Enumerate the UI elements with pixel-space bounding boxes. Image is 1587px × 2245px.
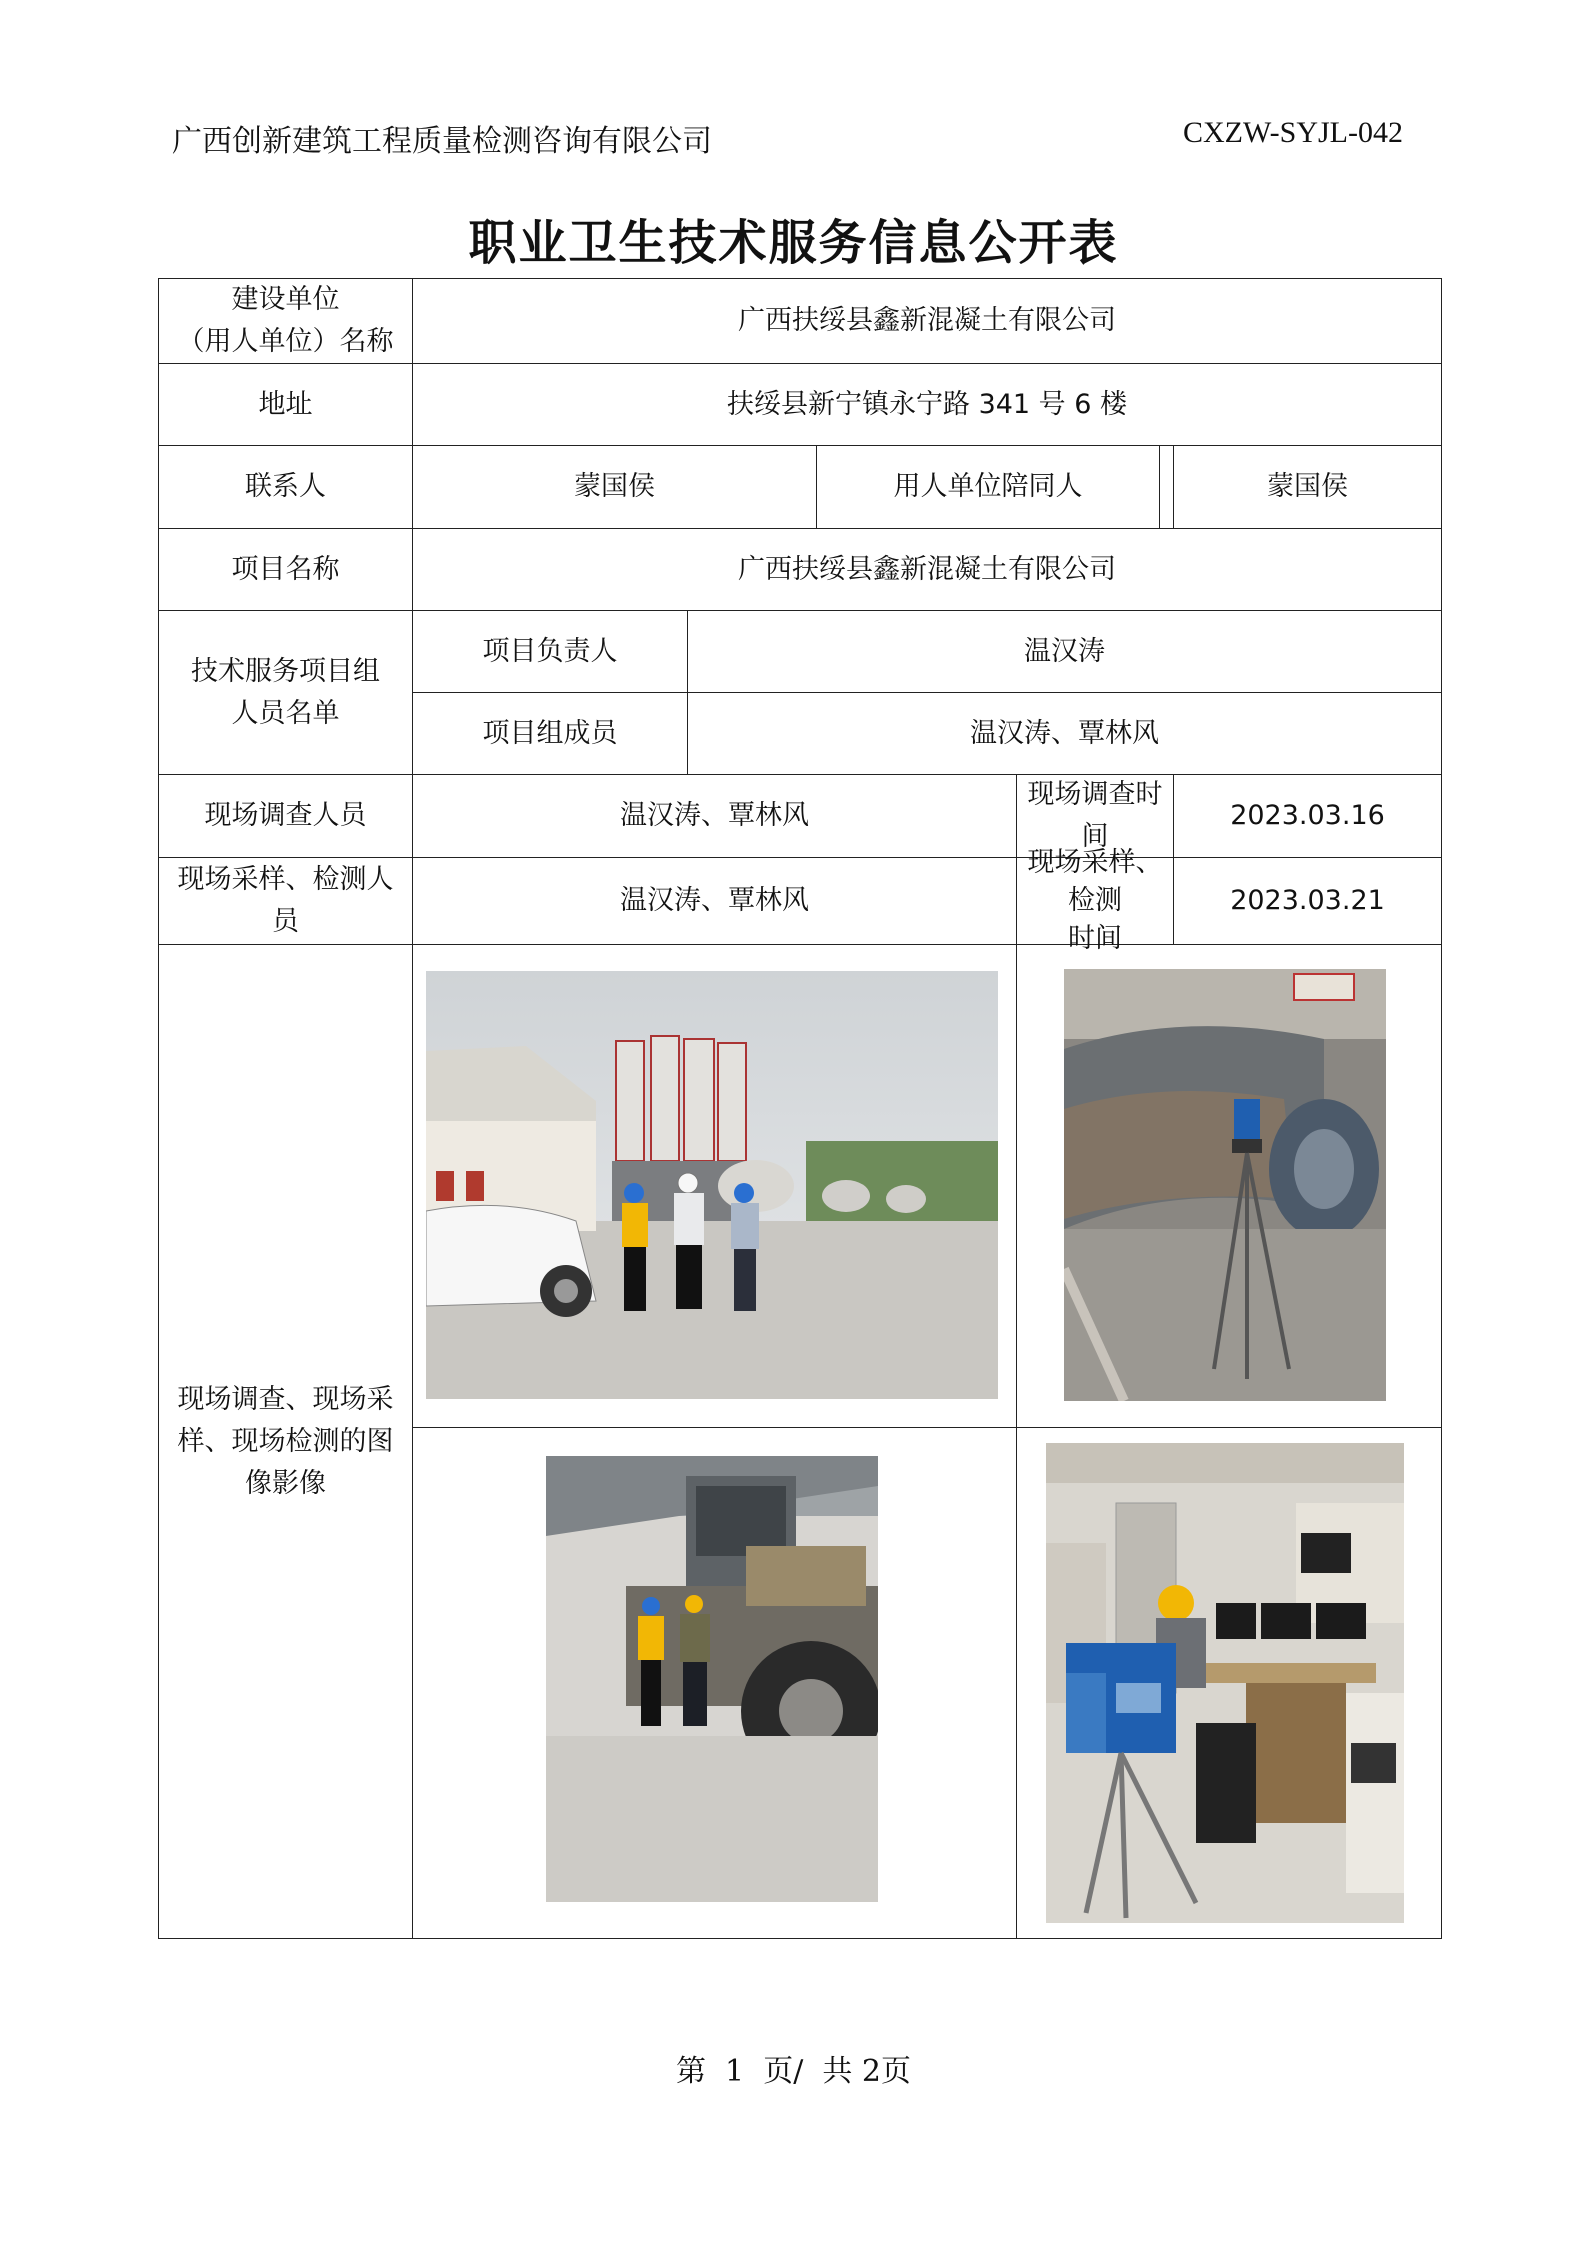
row-leader bbox=[159, 611, 1442, 693]
employer-value: 广西扶绥县鑫新混凝土有限公司 bbox=[413, 279, 1442, 364]
survey-staff-text: 温汉涛、覃林风 bbox=[620, 800, 809, 831]
images-label-line2: 样、现场检测的图 bbox=[177, 1425, 394, 1457]
photo-site-group bbox=[426, 971, 998, 1399]
team-label-line2: 人员名单 bbox=[231, 697, 340, 729]
project-label: 项目名称 bbox=[159, 529, 413, 611]
project-value: 广西扶绥县鑫新混凝土有限公司 bbox=[413, 529, 1442, 611]
row-survey bbox=[159, 775, 1442, 858]
address-value: 扶绥县新宁镇永宁路 341 号 6 楼 bbox=[413, 364, 1442, 446]
members-value: 温汉涛、覃林风 bbox=[688, 693, 1442, 775]
info-table bbox=[158, 278, 1442, 1939]
sampling-staff-label-line2: 员 bbox=[272, 906, 299, 937]
photo-loader-image bbox=[546, 1456, 878, 1902]
team-label bbox=[159, 611, 413, 775]
survey-time-label: 现场调查时间 bbox=[1016, 775, 1173, 857]
images-label-line1: 现场调查、现场采 bbox=[177, 1383, 394, 1415]
address-label: 地址 bbox=[159, 364, 413, 446]
employer-label bbox=[159, 279, 413, 364]
sampling-time-label-line2: 时间 bbox=[1068, 923, 1122, 954]
photo-site-group-image bbox=[426, 971, 998, 1399]
leader-label: 项目负责人 bbox=[413, 611, 688, 693]
sampling-time-label-line1: 现场采样、检测 bbox=[1027, 847, 1163, 916]
page-title: 职业卫生技术服务信息公开表 bbox=[468, 215, 1119, 271]
contact-value: 蒙国侯 bbox=[413, 446, 817, 529]
leader-value: 温汉涛 bbox=[688, 611, 1442, 693]
members-label: 项目组成员 bbox=[413, 693, 688, 775]
contact-label: 联系人 bbox=[159, 446, 413, 529]
images-area bbox=[413, 945, 1442, 1939]
row-project bbox=[159, 529, 1442, 611]
row-images bbox=[159, 945, 1442, 1939]
photo-sampling-device bbox=[1064, 969, 1386, 1401]
images-label-line3: 像影像 bbox=[245, 1467, 326, 1499]
row-contact bbox=[159, 446, 1442, 529]
sampling-time-label bbox=[1016, 847, 1173, 954]
survey-staff-label: 现场调查人员 bbox=[159, 775, 413, 858]
images-label bbox=[159, 945, 413, 1939]
sampling-time-value: 2023.03.21 bbox=[1174, 858, 1442, 945]
sampling-staff-label-line1: 现场采样、检测人 bbox=[177, 864, 394, 895]
row-address bbox=[159, 364, 1442, 446]
escort-label-text: 用人单位陪同人 bbox=[817, 446, 1160, 528]
document-code: CXZW-SYJL-042 bbox=[1183, 116, 1403, 149]
images-grid bbox=[413, 945, 1442, 1939]
employer-label-line1: 建设单位 bbox=[231, 284, 340, 315]
photo-control-room-image bbox=[1046, 1443, 1404, 1923]
images-vertical-divider bbox=[1016, 945, 1017, 1939]
team-label-line1: 技术服务项目组 bbox=[191, 655, 380, 687]
survey-time-value: 2023.03.16 bbox=[1174, 775, 1442, 858]
page-footer: 第 1 页/ 共 2页 bbox=[675, 2054, 912, 2089]
company-name: 广西创新建筑工程质量检测咨询有限公司 bbox=[172, 124, 712, 159]
images-horizontal-divider bbox=[413, 1427, 1442, 1428]
row-sampling bbox=[159, 858, 1442, 945]
photo-sampling-device-image bbox=[1064, 969, 1386, 1401]
escort-value: 蒙国侯 bbox=[1174, 446, 1442, 529]
photo-control-room bbox=[1046, 1443, 1404, 1923]
employer-label-line2: （用人单位）名称 bbox=[177, 326, 394, 357]
sampling-staff-value bbox=[413, 847, 1174, 954]
escort-label bbox=[817, 446, 1174, 529]
row-employer bbox=[159, 279, 1442, 364]
sampling-staff-label bbox=[159, 858, 413, 945]
photo-loader bbox=[546, 1456, 878, 1902]
sampling-staff-text: 温汉涛、覃林风 bbox=[620, 885, 809, 916]
